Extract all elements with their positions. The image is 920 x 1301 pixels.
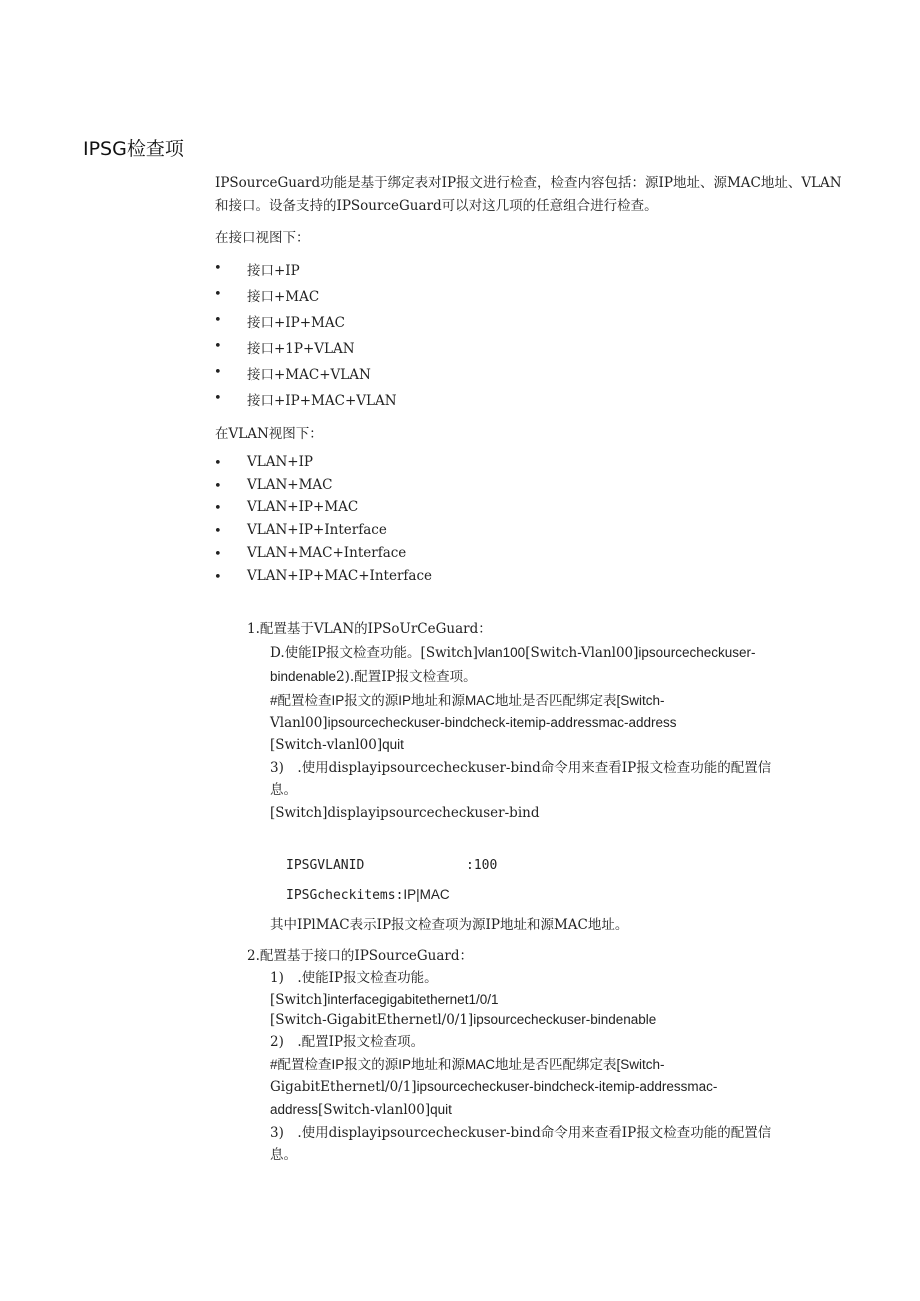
section1-line-6: 3) .使用displayipsourcecheckuser-bind命令用来查看IP报文检查功能的配置信	[270, 760, 772, 776]
intro-line-1: IPSourceGuard功能是基于绑定表对IP报文进行检查，检查内容包括：源IP地址、源MAC地址、VLAN	[215, 175, 842, 191]
command-text: ipsourcecheckuser-bindcheck-itemip-addressmac-	[416, 1079, 718, 1094]
list-item: 接口+IP	[247, 263, 300, 279]
bullet-icon: •	[214, 391, 222, 406]
vlan-view-label: 在VLAN视图下：	[215, 426, 323, 442]
section1-line-5	[270, 734, 404, 756]
bullet-icon: •	[214, 287, 222, 302]
section2-line-4: 2) .配置IP报文检查项。	[270, 1034, 425, 1050]
section2-line-3	[270, 1009, 656, 1031]
section1-line-3: #配置检查IP报文的源IP地址和源MAC地址是否匹配绑定表[Switch-	[270, 693, 665, 708]
section2-line-7	[270, 1099, 452, 1121]
command-text: quit	[382, 737, 404, 752]
bullet-icon: •	[214, 313, 222, 328]
section2-line-8: 3) .使用displayipsourcecheckuser-bind命令用来查看IP报文检查功能的配置信	[270, 1125, 772, 1141]
command-text: bindenable	[270, 669, 337, 684]
list-item: VLAN+IP+MAC	[247, 499, 359, 515]
list-item: VLAN+IP	[247, 454, 314, 470]
command-text: ipsourcecheckuser-bindenable	[473, 1012, 657, 1027]
command-text: ipsourcecheckuser-bindcheck-itemip-addressmac-address	[327, 715, 677, 730]
command-text: interfacegigabitethernet1/0/1	[327, 992, 499, 1007]
list-item: VLAN+MAC+Interface	[247, 545, 407, 561]
list-item: 接口+IP+MAC	[247, 315, 345, 331]
list-item: 接口+1P+VLAN	[247, 341, 355, 357]
section2-line-6	[270, 1076, 717, 1098]
section2-line-2	[270, 989, 498, 1011]
prompt-text: [Switch-Vlanl00]	[525, 645, 639, 661]
bullet-icon: •	[214, 365, 222, 380]
interface-view-label: 在接口视图下：	[215, 230, 310, 246]
section2-line-5: #配置检查IP报文的源IP地址和源MAC地址是否匹配绑定表[Switch-	[270, 1057, 665, 1072]
text-run: 2).配置IP报文检查项。	[336, 669, 477, 685]
bullet-icon: •	[214, 524, 222, 539]
list-item: VLAN+MAC	[247, 477, 333, 493]
bullet-icon: •	[214, 501, 222, 516]
output-value: IP|MAC	[403, 887, 450, 902]
intro-line-2: 和接口。设备支持的IPSourceGuard可以对这几项的任意组合进行检查。	[215, 198, 658, 214]
section1-line-4	[270, 712, 676, 734]
prompt-text: GigabitEthernetl/0/1]	[270, 1079, 417, 1095]
section2-line-1: 1) .使能IP报文检查功能。	[270, 970, 438, 986]
output-label: IPSGcheckitems:	[286, 888, 404, 903]
prompt-text: [Switch-GigabitEthernetl/0/1]	[270, 1012, 474, 1028]
prompt-text: [Switch]	[270, 992, 328, 1008]
output-label-vlanid: IPSGVLANID	[286, 858, 365, 873]
command-text: vlan100	[477, 645, 526, 660]
command-text: quit	[430, 1102, 452, 1117]
prompt-text: [Switch-vlanl00]	[318, 1102, 431, 1118]
bullet-icon: •	[214, 547, 222, 562]
page-title: IPSG检查项	[83, 138, 184, 160]
command-text: address	[270, 1102, 319, 1117]
list-item: VLAN+IP+Interface	[247, 522, 387, 538]
output-line-checkitems	[286, 884, 450, 907]
list-item: 接口+MAC+VLAN	[247, 367, 371, 383]
section1-line-7: 息。	[270, 782, 297, 798]
section1-line-2	[270, 666, 477, 688]
command-text: ipsourcecheckuser-	[638, 645, 756, 660]
section1-heading: 1.配置基于VLAN的IPSoUrCeGuard：	[247, 621, 492, 637]
bullet-icon: •	[214, 479, 222, 494]
bullet-icon: •	[214, 261, 222, 276]
bullet-icon: •	[214, 456, 222, 471]
section1-line-1	[270, 642, 755, 664]
output-value-vlanid: :100	[466, 858, 498, 873]
section1-note: 其中IPlMAC表示IP报文检查项为源IP地址和源MAC地址。	[270, 917, 629, 933]
list-item: 接口+IP+MAC+VLAN	[247, 393, 397, 409]
section2-heading: 2.配置基于接口的IPSourceGuard：	[247, 948, 473, 964]
list-item: 接口+MAC	[247, 289, 320, 305]
prompt-text: Vlanl00]	[270, 715, 328, 731]
section1-line-8: [Switch]displayipsourcecheckuser-bind	[270, 805, 540, 821]
bullet-icon: •	[214, 339, 222, 354]
section2-line-9: 息。	[270, 1147, 297, 1163]
prompt-text: [Switch-vlanl00]	[270, 737, 383, 753]
text-run: D.使能IP报文检查功能。[Switch]	[270, 645, 478, 661]
bullet-icon: •	[214, 570, 222, 585]
list-item: VLAN+IP+MAC+Interface	[247, 568, 433, 584]
